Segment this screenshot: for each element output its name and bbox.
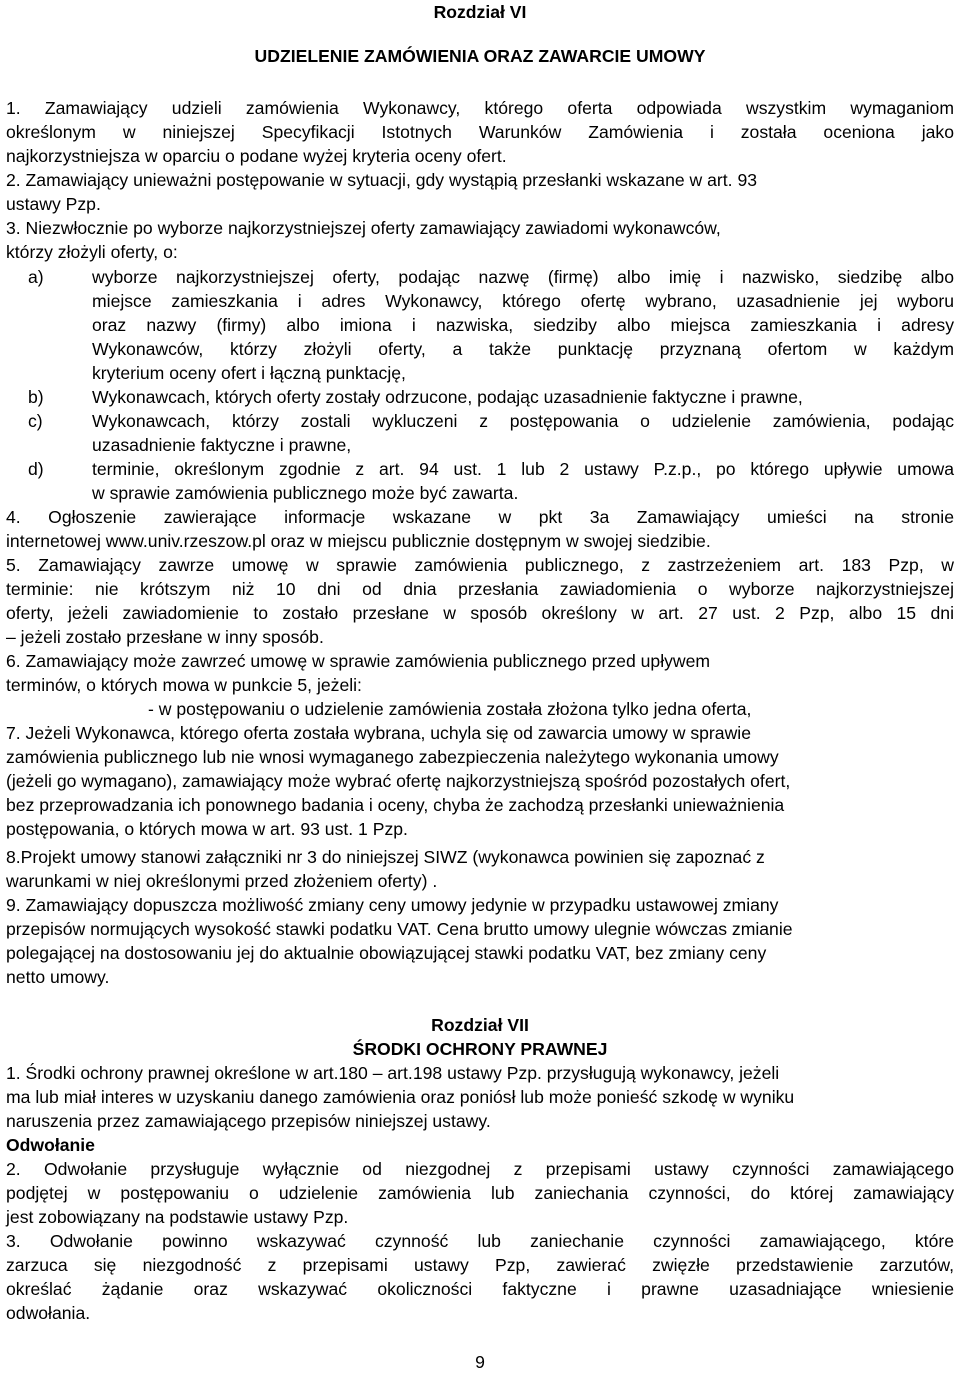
paragraph-1-line-3: najkorzystniejsza w oparciu o podane wyżej kryteria oceny ofert. — [6, 146, 507, 166]
ch7-paragraph-3-line-3: określać żądanie oraz wskazywać okoliczności faktyczne i prawne uzasadniające wniesienie — [6, 1279, 954, 1299]
ch7-paragraph-1-line-3: naruszenia przez zamawiającego przepisów niniejszej ustawy. — [6, 1111, 491, 1131]
ch7-paragraph-2-line-3: jest zobowiązany na podstawie ustawy Pzp. — [6, 1207, 349, 1227]
paragraph-2-line-1: 2. Zamawiający unieważni postępowanie w sytuacji, gdy wystąpią przesłanki wskazane w art. 93 — [6, 170, 758, 190]
paragraph-6-item: - w postępowaniu o udzielenie zamówienia została złożona tylko jedna oferta, — [148, 699, 752, 719]
paragraph-7-line-1: 7. Jeżeli Wykonawca, którego oferta została wybrana, uchyla się od zawarcia umowy w sprawie — [6, 723, 751, 743]
paragraph-3-line-2: którzy złożyli oferty, o: — [6, 242, 178, 262]
paragraph-6-line-1: 6. Zamawiający może zawrzeć umowę w sprawie zamówienia publicznego przed upływem — [6, 651, 711, 671]
paragraph-3-line-1: 3. Niezwłocznie po wyborze najkorzystniejszej oferty zamawiający zawiadomi wykonawców, — [6, 218, 721, 238]
list-item-a-line-2: miejsce zamieszkania i adres Wykonawcy, którego ofertę wybrano, uzasadnienie jej wyboru — [92, 291, 954, 311]
paragraph-5-line-3: oferty, jeżeli zawiadomienie to zostało przesłane w sposób określony w art. 27 ust. 2 Pzp, albo 15 dni — [6, 603, 954, 623]
list-item-b-line-1: Wykonawcach, których oferty zostały odrzucone, podając uzasadnienie faktyczne i prawne, — [92, 387, 803, 407]
list-item-c-line-2: uzasadnienie faktyczne i prawne, — [92, 435, 352, 455]
list-item-a-line-1: wyborze najkorzystniejszej oferty, podając nazwę (firmę) albo imię i nazwisko, siedzibę albo — [92, 267, 954, 287]
odwolanie-heading: Odwołanie — [6, 1135, 95, 1155]
ch7-paragraph-1-line-1: 1. Środki ochrony prawnej określone w art.180 – art.198 ustawy Pzp. przysługują wykonawcy, jeżeli — [6, 1063, 780, 1083]
paragraph-8-line-2: warunkami w niej określonymi przed złożeniem oferty) . — [6, 871, 438, 891]
list-item-a-line-3: oraz nazwy (firmy) albo imiona i nazwiska, siedziby albo miejsca zamieszkania i adresy — [92, 315, 954, 335]
list-item-c-line-1: Wykonawcach, którzy zostali wykluczeni z postępowania o udzielenie zamówienia, podając — [92, 411, 954, 431]
ch7-paragraph-2-line-2: podjętej w postępowaniu o udzielenie zamówienia lub zaniechania czynności, do której zamawiający — [6, 1183, 954, 1203]
chapter-6-title: Rozdział VI — [433, 2, 527, 22]
list-item-b-tag: b) — [28, 387, 44, 407]
paragraph-9-line-3: polegającej na dostosowaniu jej do aktualnie obowiązującej stawki podatku VAT, bez zmiany ceny — [6, 943, 767, 963]
paragraph-7-line-5: postępowania, o których mowa w art. 93 ust. 1 Pzp. — [6, 819, 408, 839]
list-item-d-line-2: w sprawie zamówienia publicznego może być zawarta. — [92, 483, 519, 503]
ch7-paragraph-3-line-1: 3. Odwołanie powinno wskazywać czynność lub zaniechanie czynności zamawiającego, które — [6, 1231, 954, 1251]
paragraph-9-line-2: przepisów normujących wysokość stawki podatku VAT. Cena brutto umowy ulegnie wówczas zmianie — [6, 919, 793, 939]
ch7-paragraph-3-line-2: zarzuca się niezgodność z przepisami ustawy Pzp, zawierać zwięzłe przedstawienie zarzutów, — [6, 1255, 954, 1275]
paragraph-1-line-1: 1. Zamawiający udzieli zamówienia Wykonawcy, którego oferta odpowiada wszystkim wymaganiom — [6, 98, 954, 118]
paragraph-7-line-2: zamówienia publicznego lub nie wnosi wymaganego zabezpieczenia należytego wykonania umowy — [6, 747, 779, 767]
paragraph-2-line-2: ustawy Pzp. — [6, 194, 101, 214]
chapter-6-subtitle: UDZIELENIE ZAMÓWIENIA ORAZ ZAWARCIE UMOWY — [254, 46, 706, 66]
list-item-c-tag: c) — [28, 411, 43, 431]
chapter-7-subtitle: ŚRODKI OCHRONY PRAWNEJ — [352, 1039, 608, 1059]
paragraph-5-line-4: – jeżeli zostało przesłane w inny sposób. — [6, 627, 324, 647]
list-item-a-line-4: Wykonawców, którzy złożyli oferty, a także punktację przyznaną ofertom w każdym — [92, 339, 954, 359]
paragraph-1-line-2: określonym w niniejszej Specyfikacji Istotnych Warunków Zamówienia i została oceniona jako — [6, 122, 954, 142]
ch7-paragraph-1-line-2: ma lub miał interes w uzyskaniu danego zamówienia oraz poniósł lub może ponieść szkodę w wyniku — [6, 1087, 795, 1107]
paragraph-5-line-1: 5. Zamawiający zawrze umowę w sprawie zamówienia publicznego, z zastrzeżeniem art. 183 Pzp, w — [6, 555, 954, 575]
chapter-7-title: Rozdział VII — [431, 1015, 529, 1035]
paragraph-5-line-2: terminie: nie krótszym niż 10 dni od dnia przesłania zawiadomienia o wyborze najkorzystniejszej — [6, 579, 954, 599]
paragraph-7-line-4: bez przeprowadzania ich ponownego badania i oceny, chyba że zachodzą przesłanki unieważnienia — [6, 795, 785, 815]
ch7-paragraph-2-line-1: 2. Odwołanie przysługuje wyłącznie od niezgodnej z przepisami ustawy czynności zamawiającego — [6, 1159, 954, 1179]
paragraph-8-line-1: 8.Projekt umowy stanowi załączniki nr 3 do niniejszej SIWZ (wykonawca powinien się zapoznać z — [6, 847, 765, 867]
paragraph-9-line-4: netto umowy. — [6, 967, 110, 987]
paragraph-7-line-3: (jeżeli go wymagano), zamawiający może wybrać ofertę najkorzystniejszą spośród pozostałych ofert, — [6, 771, 791, 791]
page-number: 9 — [475, 1352, 485, 1372]
paragraph-9-line-1: 9. Zamawiający dopuszcza możliwość zmiany ceny umowy jedynie w przypadku ustawowej zmiany — [6, 895, 779, 915]
paragraph-4-line-1: 4. Ogłoszenie zawierające informacje wskazane w pkt 3a Zamawiający umieści na stronie — [6, 507, 954, 527]
paragraph-6-line-2: terminów, o których mowa w punkcie 5, jeżeli: — [6, 675, 362, 695]
list-item-d-line-1: terminie, określonym zgodnie z art. 94 ust. 1 lub 2 ustawy P.z.p., po którego upływie umowa — [92, 459, 954, 479]
list-item-a-tag: a) — [28, 267, 44, 287]
list-item-d-tag: d) — [28, 459, 44, 479]
ch7-paragraph-3-line-4: odwołania. — [6, 1303, 91, 1323]
paragraph-4-line-2: internetowej www.univ.rzeszow.pl oraz w miejscu publicznie dostępnym w swojej siedzibie. — [6, 531, 711, 551]
list-item-a-line-5: kryterium oceny ofert i łączną punktację, — [92, 363, 406, 383]
